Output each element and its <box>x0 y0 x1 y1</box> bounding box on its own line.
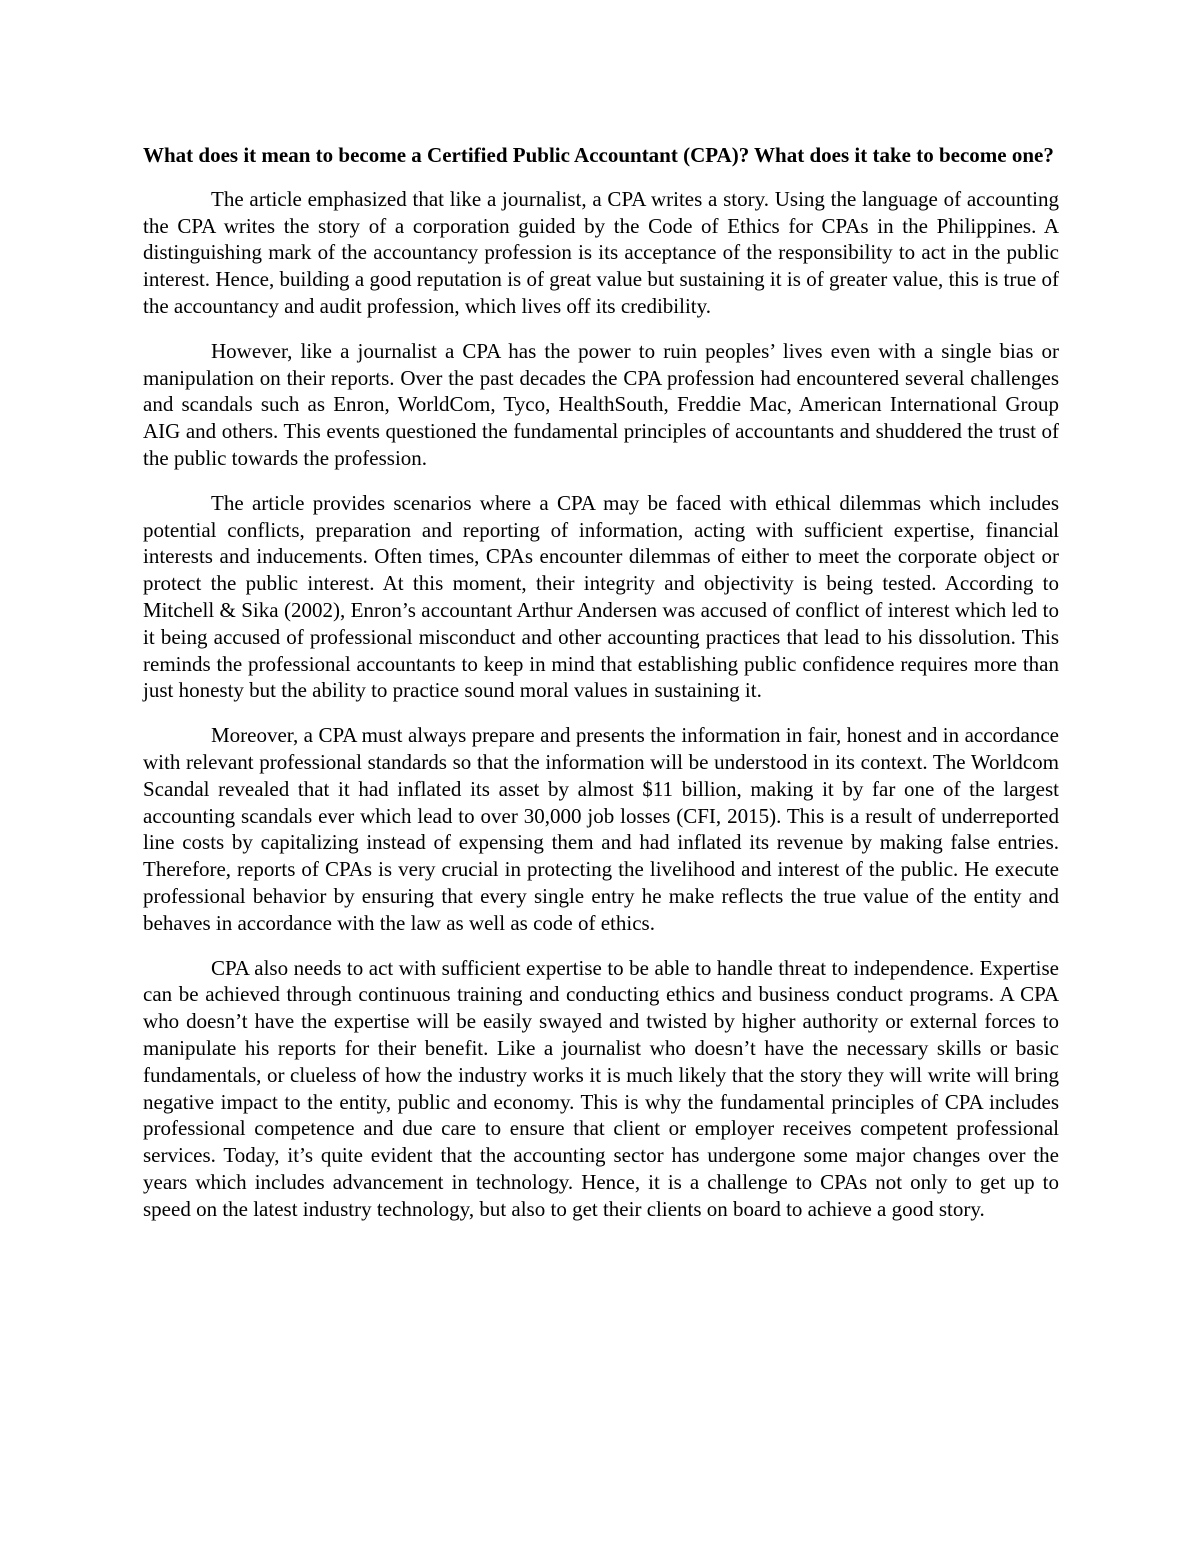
essay-question-heading: What does it mean to become a Certified Public Accountant (CPA)? What does it take to become one? <box>143 143 1054 167</box>
document-body <box>143 142 1059 1222</box>
paragraph-5: CPA also needs to act with sufficient expertise to be able to handle threat to independence. Expertise can be achieved through continuous training and conducting ethics and business conduct programs. A CPA who doesn’t have the expertise will be easily swayed and twisted by higher authority or external forces to manipulate his reports for their benefit. Like a journalist who doesn’t have the necessary skills or basic fundamentals, or clueless of how the industry works it is much likely that the story they will write will bring negative impact to the entity, public and economy. This is why the fundamental principles of CPA includes professional competence and due care to ensure that client or employer receives competent professional services. Today, it’s quite evident that the accounting sector has undergone some major changes over the years which includes advancement in technology. Hence, it is a challenge to CPAs not only to get up to speed on the latest industry technology, but also to get their clients on board to achieve a good story. <box>143 955 1059 1221</box>
paragraph-2: However, like a journalist a CPA has the power to ruin peoples’ lives even with a single bias or manipulation on their reports. Over the past decades the CPA profession had encountered several challenges and scandals such as Enron, WorldCom, Tyco, HealthSouth, Freddie Mac, American International Group AIG and others. This events questioned the fundamental principles of accountants and shuddered the trust of the public towards the profession. <box>143 338 1059 470</box>
paragraph-4: Moreover, a CPA must always prepare and presents the information in fair, honest and in accordance with relevant professional standards so that the information will be understood in its context. The Worldcom Scandal revealed that it had inflated its asset by almost $11 billion, making it by far one of the largest accounting scandals ever which lead to over 30,000 job losses (CFI, 2015). This is a result of underreported line costs by capitalizing instead of expensing them and had inflated its revenue by making false entries. Therefore, reports of CPAs is very crucial in protecting the livelihood and interest of the public. He execute professional behavior by ensuring that every single entry he make reflects the true value of the entity and behaves in accordance with the law as well as code of ethics. <box>143 723 1059 935</box>
paragraph-1: The article emphasized that like a journalist, a CPA writes a story. Using the language of accounting the CPA writes the story of a corporation guided by the Code of Ethics for CPAs in the Philippines. A distinguishing mark of the accountancy profession is its acceptance of the responsibility to act in the public interest. Hence, building a good reputation is of great value but sustaining it is of greater value, this is true of the accountancy and audit profession, which lives off its credibility. <box>143 186 1059 318</box>
paragraph-3: The article provides scenarios where a CPA may be faced with ethical dilemmas which includes potential conflicts, preparation and reporting of information, acting with sufficient expertise, financial interests and inducements. Often times, CPAs encounter dilemmas of either to meet the corporate object or protect the public interest. At this moment, their integrity and objectivity is being tested. According to Mitchell & Sika (2002), Enron’s accountant Arthur Andersen was accused of conflict of interest which led to it being accused of professional misconduct and other accounting practices that lead to his dissolution. This reminds the professional accountants to keep in mind that establishing public confidence requires more than just honesty but the ability to practice sound moral values in sustaining it. <box>143 490 1059 703</box>
